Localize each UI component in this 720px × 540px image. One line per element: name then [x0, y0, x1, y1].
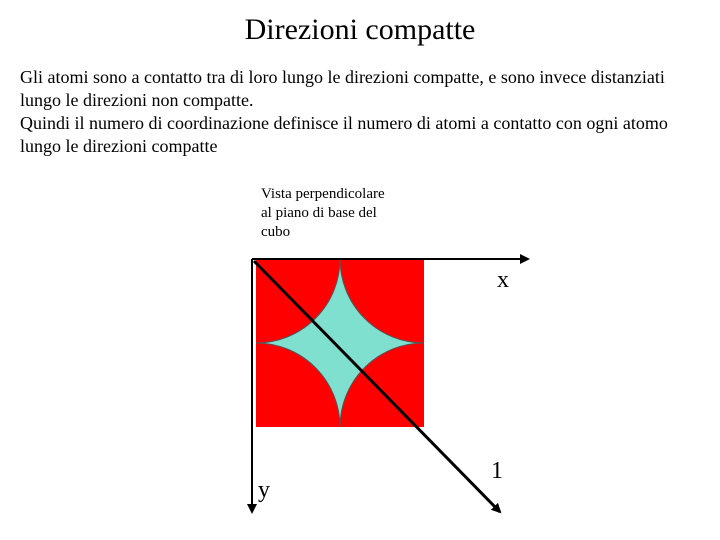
paragraph-1: Gli atomi sono a contatto tra di loro lungo le direzioni compatte, e sono invece distanziati lungo le direzioni non compatte.	[20, 67, 665, 110]
page-title: Direzioni compatte	[244, 13, 476, 46]
caption-line-2: al piano di base del	[261, 205, 377, 221]
caption-line-1: Vista perpendicolare	[261, 186, 385, 202]
cube-face	[256, 259, 424, 427]
y-axis-label: y	[258, 477, 270, 503]
caption-line-3: cubo	[261, 224, 291, 240]
paragraph-2: Quindi il numero di coordinazione definisce il numero di atomi a contatto con ogni atomo lungo le direzioni compatte	[20, 113, 668, 156]
x-axis-label: x	[497, 267, 509, 293]
diagonal-label: 1	[491, 458, 503, 484]
